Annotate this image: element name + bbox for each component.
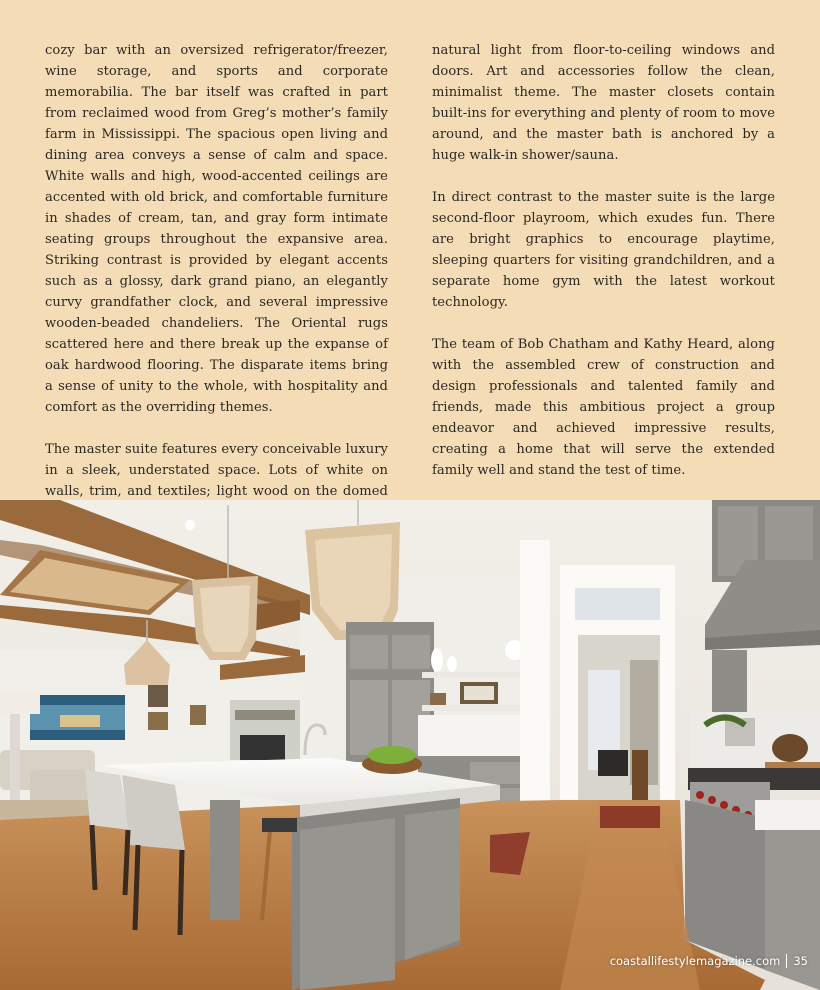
article-right-column — [432, 40, 775, 481]
article-paragraph: The team of Bob Chatham and Kathy Heard, along with the assembled crew of construction and design professionals and talented family and friends, made this ambitious project a group endeavor and achieved impressive results, creating a home that will serve the extended family well and stand the test of time. — [432, 337, 775, 478]
article-paragraph: cozy bar with an oversized refrigerator/freezer, wine storage, and sports and corporate memorabilia. The bar itself was crafted in part from reclaimed wood from Greg’s mother’s family farm in Mississippi. The spacious open living and dining area conveys a sense of calm and space. White walls and high, wood-accented ceilings are accented with old brick, and comfortable furniture in shades of cream, tan, and gray form intimate seating groups throughout the expansive area. Striking contrast is provided by elegant accents such as a glossy, dark grand piano, an elegantly curvy grandfather clock, and several impressive wooden-beaded chandeliers. The Oriental rugs scattered here and there break up the expanse of oak hardwood flooring. The disparate items bring a sense of unity to the whole, with hospitality and comfort as the overriding themes. — [45, 43, 388, 415]
article-paragraph: In direct contrast to the master suite is the large second-floor playroom, which exudes fun. There are bright graphics to encourage playtime, sleeping quarters for visiting grandchildren, and a separate home gym with the latest workout technology. — [432, 190, 775, 310]
footer-divider — [786, 954, 787, 968]
article-paragraph: natural light from floor-to-ceiling windows and doors. Art and accessories follow the clean, minimalist theme. The master closets contain built-ins for everything and plenty of room to move around, and the master bath is anchored by a huge walk-in shower/sauna. — [432, 43, 775, 163]
website-label: coastallifestylemagazine.com — [609, 954, 781, 968]
article-paragraph: The master suite features every conceivable luxury in a sleek, understated space. Lots of white on walls, trim, and textiles; light wood on the domed — [45, 442, 388, 499]
page-number: 35 — [793, 954, 808, 968]
kitchen-photo — [0, 500, 820, 990]
article-left-column — [45, 40, 388, 523]
page-footer — [610, 954, 808, 968]
